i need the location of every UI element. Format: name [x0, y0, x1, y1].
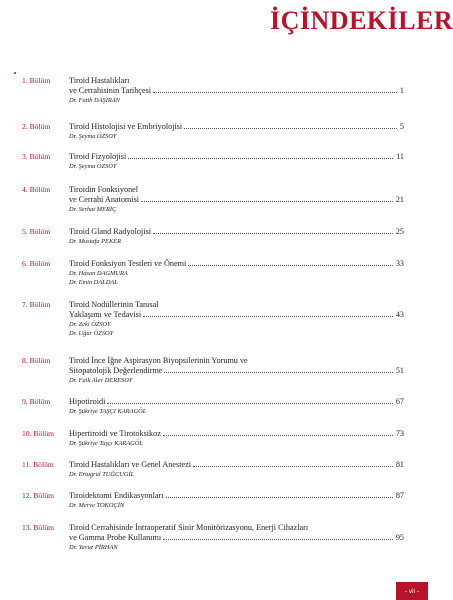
- chapter-number: 13. Bölüm: [22, 523, 55, 532]
- chapter-title-line: [69, 259, 404, 269]
- chapter-title: Tiroid Histolojisi ve Embriyolojisi: [69, 122, 183, 131]
- chapter-number: 4. Bölüm: [22, 185, 51, 194]
- chapter-title: Tiroid Hastalıkları: [69, 76, 130, 85]
- page-number: 51: [395, 366, 404, 375]
- dot-leader: [188, 264, 393, 266]
- chapter-title-line: [69, 195, 404, 205]
- chapter-number: 7. Bölüm: [22, 300, 51, 309]
- chapter-author: Dr. Mustafa PEKER: [69, 238, 122, 245]
- chapter-title: Hipotiroidi: [69, 397, 106, 406]
- chapter-title: ve Gamma Probe Kullanımı: [69, 533, 162, 542]
- chapter-author: Dr. Ertugrul TUĞCUGİL: [69, 471, 135, 478]
- dot-leader: [143, 315, 393, 317]
- page-number: 5: [399, 122, 404, 131]
- page-number: 73: [395, 429, 404, 438]
- chapter-title: Tiroid Cerrahisinde İntraoperatif Sinir Monitörizasyonu, Enerji Cihazları: [69, 523, 309, 532]
- page-number-tab: - vii -: [396, 582, 428, 600]
- chapter-title-line: [69, 429, 404, 439]
- dot-leader: [193, 465, 393, 467]
- chapter-number: 9. Bölüm: [22, 397, 51, 406]
- chapter-title-line: [69, 152, 404, 162]
- chapter-author: Dr. Fatih DAŞIRAN: [69, 97, 120, 104]
- chapter-author: Dr. Şeyma ÖZSOY: [69, 163, 117, 170]
- chapter-title: Tiroid Fonksiyon Testleri ve Önemi: [69, 259, 187, 268]
- chapter-title-line: [69, 533, 404, 543]
- chapter-author: Dr. Emin DALDAL: [69, 279, 118, 286]
- bullet-mark: [14, 72, 16, 74]
- chapter-title-line: [69, 460, 404, 470]
- dot-leader: [166, 496, 393, 498]
- page-number: 21: [395, 195, 404, 204]
- chapter-number: 8. Bölüm: [22, 356, 51, 365]
- page-number: 1: [399, 86, 404, 95]
- chapter-title: ve Cerrahi Anatomisi: [69, 195, 140, 204]
- page-number: 95: [395, 533, 404, 542]
- chapter-author: Dr. Merve TOKOÇİN: [69, 502, 125, 509]
- chapter-title: Tiroid İnce İğne Aspirasyon Biyopsilerinin Yorumu ve: [69, 356, 248, 365]
- chapter-title-line: [69, 397, 404, 407]
- chapter-title: Tiroid Nodüllerinin Tanısal: [69, 300, 159, 309]
- chapter-title: Tiroidin Fonksiyonel: [69, 185, 139, 194]
- dot-leader: [164, 371, 392, 373]
- chapter-title: Tiroid Hastalıkları ve Genel Anestezi: [69, 460, 192, 469]
- chapter-title: ve Cerrahisinin Tarihçesi: [69, 86, 152, 95]
- chapter-title: Tiroid Fizyolojisi: [69, 152, 127, 161]
- dot-leader: [163, 538, 393, 540]
- page-number: 87: [395, 491, 404, 500]
- chapter-number: 6. Bölüm: [22, 259, 51, 268]
- page-number: 25: [395, 227, 404, 236]
- chapter-title: Hipertiroidi ve Tirotoksikoz: [69, 429, 161, 438]
- chapter-number: 3. Bölüm: [22, 152, 51, 161]
- dot-leader: [184, 127, 397, 129]
- chapter-number: 1. Bölüm: [22, 76, 51, 85]
- chapter-title: Yaklaşımı ve Tedavisi: [69, 310, 142, 319]
- dot-leader: [153, 232, 393, 234]
- chapter-title: Sitopatolojik Değerlendirme: [69, 366, 163, 375]
- chapter-author: Dr. Faik Alev DERESOY: [69, 377, 133, 384]
- chapter-title-line: [69, 86, 404, 96]
- page-number: 67: [395, 397, 404, 406]
- chapter-author: Dr. Hasan DAGMURA: [69, 270, 128, 277]
- chapter-title-line: [69, 366, 404, 376]
- chapter-title-line: [69, 491, 404, 501]
- dot-leader: [153, 91, 397, 93]
- chapter-number: 11. Bölüm: [22, 460, 54, 469]
- page-number: 43: [395, 310, 404, 319]
- chapter-author: Dr. Şükriye Taşçı KARAGÖL: [69, 440, 143, 447]
- chapter-author: Dr. Yavuz PİRHAN: [69, 544, 118, 551]
- dot-leader: [141, 200, 393, 202]
- chapter-number: 10. Bölüm: [22, 429, 55, 438]
- page-number: 11: [396, 152, 404, 161]
- page-number: 81: [395, 460, 404, 469]
- chapter-author: Dr. Serhat MERİÇ: [69, 206, 117, 213]
- page-title: İÇİNDEKİLER: [270, 6, 453, 35]
- chapter-title: Tiroid Gland Radyolojisi: [69, 227, 152, 236]
- dot-leader: [163, 434, 393, 436]
- page-number: 33: [395, 259, 404, 268]
- chapter-author: Dr. Uğur ÖZSOY: [69, 330, 114, 337]
- chapter-author: Dr. Şükriye TAŞÇI KARAGÖL: [69, 408, 147, 415]
- chapter-title-line: [69, 227, 404, 237]
- chapter-number: 12. Bölüm: [22, 491, 55, 500]
- chapter-title-line: [69, 310, 404, 320]
- chapter-author: Dr. Şeyma ÖZSOY: [69, 133, 117, 140]
- chapter-title: Tiroidektomi Endikasyonları: [69, 491, 164, 500]
- chapter-title-line: [69, 122, 404, 132]
- chapter-author: Dr. Zeki ÖZSOY: [69, 321, 111, 328]
- dot-leader: [107, 402, 392, 404]
- chapter-number: 5. Bölüm: [22, 227, 51, 236]
- dot-leader: [128, 157, 393, 159]
- chapter-number: 2. Bölüm: [22, 122, 51, 131]
